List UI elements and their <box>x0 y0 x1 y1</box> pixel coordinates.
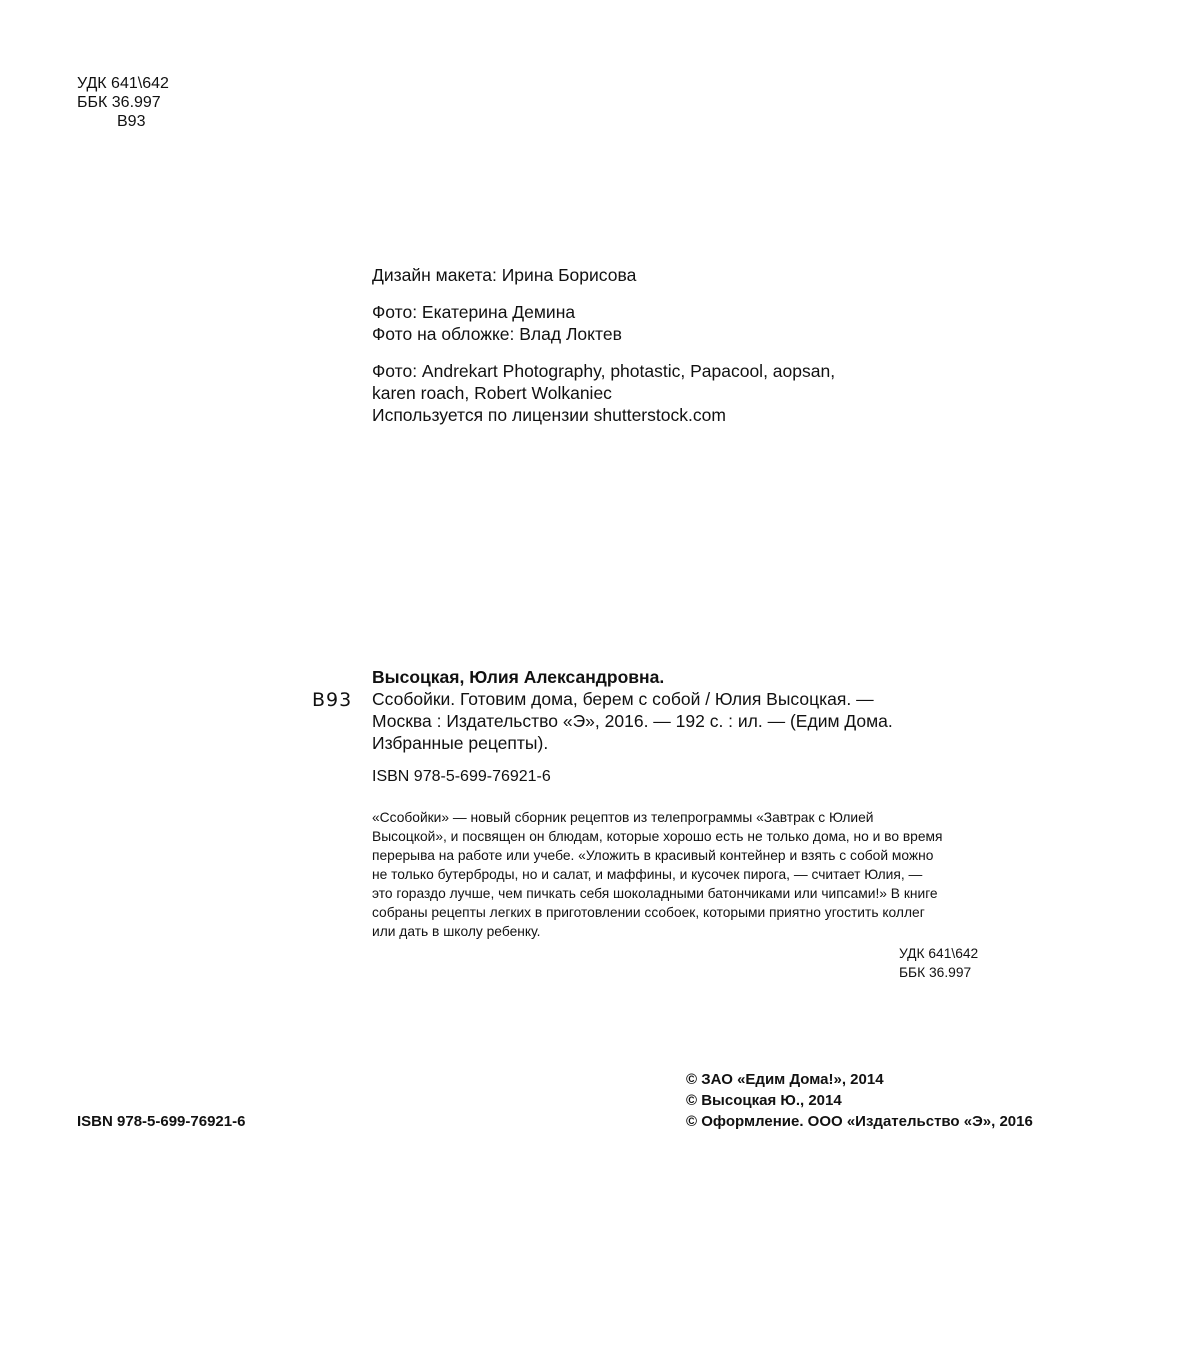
card-author-mark: В93 <box>312 689 353 711</box>
stock-credit-line: karen roach, Robert Wolkaniec <box>372 383 612 403</box>
license-line: Используется по лицензии shutterstock.com <box>372 405 726 425</box>
classification-codes <box>77 74 169 131</box>
stock-credit-line: Фото: Andrekart Photography, photastic, Papacool, aopsan, <box>372 361 836 381</box>
annotation-line: собраны рецепты легких в приготовлении ссобоек, которыми приятно угостить коллег <box>372 905 925 920</box>
udk-code: УДК 641\642 <box>77 75 169 92</box>
card-author: Высоцкая, Юлия Александровна. <box>372 667 665 687</box>
copyright-line: © ЗАО «Едим Дома!», 2014 <box>686 1071 884 1088</box>
author-mark: В93 <box>117 113 146 130</box>
copyright-line: © Высоцкая Ю., 2014 <box>686 1092 842 1109</box>
layout-design-credit: Дизайн макета: Ирина Борисова <box>372 265 637 285</box>
copyright-line: © Оформление. ООО «Издательство «Э», 2016 <box>686 1113 1033 1130</box>
card-udk-code: УДК 641\642 <box>899 946 979 961</box>
design-credit-group <box>372 264 835 286</box>
bbk-code: ББК 36.997 <box>77 94 161 111</box>
copyright-block <box>686 1069 1033 1132</box>
card-title-line: Ссобойки. Готовим дома, берем с собой / Юлия Высоцкая. — <box>372 689 874 709</box>
annotation-line: не только бутерброды, но и салат, и маффины, и кусочек пирога, — считает Юлия, — <box>372 867 923 882</box>
annotation-line: или дать в школу ребенку. <box>372 924 541 939</box>
catalog-card <box>372 666 893 754</box>
annotation <box>372 808 942 941</box>
cover-photo-credit: Фото на обложке: Влад Локтев <box>372 324 622 344</box>
annotation-line: это гораздо лучше, чем пичкать себя шоколадными батончиками или чипсами!» В книге <box>372 886 938 901</box>
credits-block <box>372 264 835 441</box>
card-isbn: ISBN 978-5-699-76921-6 <box>372 768 551 785</box>
annotation-line: перерыва на работе или учебе. «Уложить в красивый контейнер и взять с собой можно <box>372 848 934 863</box>
isbn: ISBN 978-5-699-76921-6 <box>77 1113 246 1130</box>
card-classification-codes <box>899 944 978 982</box>
annotation-line: «Ссобойки» — новый сборник рецептов из телепрограммы «Завтрак с Юлией <box>372 810 874 825</box>
card-imprint-line: Москва : Издательство «Э», 2016. — 192 с. : ил. — (Едим Дома. <box>372 711 893 731</box>
stock-credit-group <box>372 360 835 426</box>
photo-credit-group <box>372 301 835 345</box>
card-bbk-code: ББК 36.997 <box>899 965 972 980</box>
photo-credit: Фото: Екатерина Демина <box>372 302 576 322</box>
card-series-line: Избранные рецепты). <box>372 733 549 753</box>
annotation-line: Высоцкой», и посвящен он блюдам, которые хорошо есть не только дома, но и во время <box>372 829 943 844</box>
